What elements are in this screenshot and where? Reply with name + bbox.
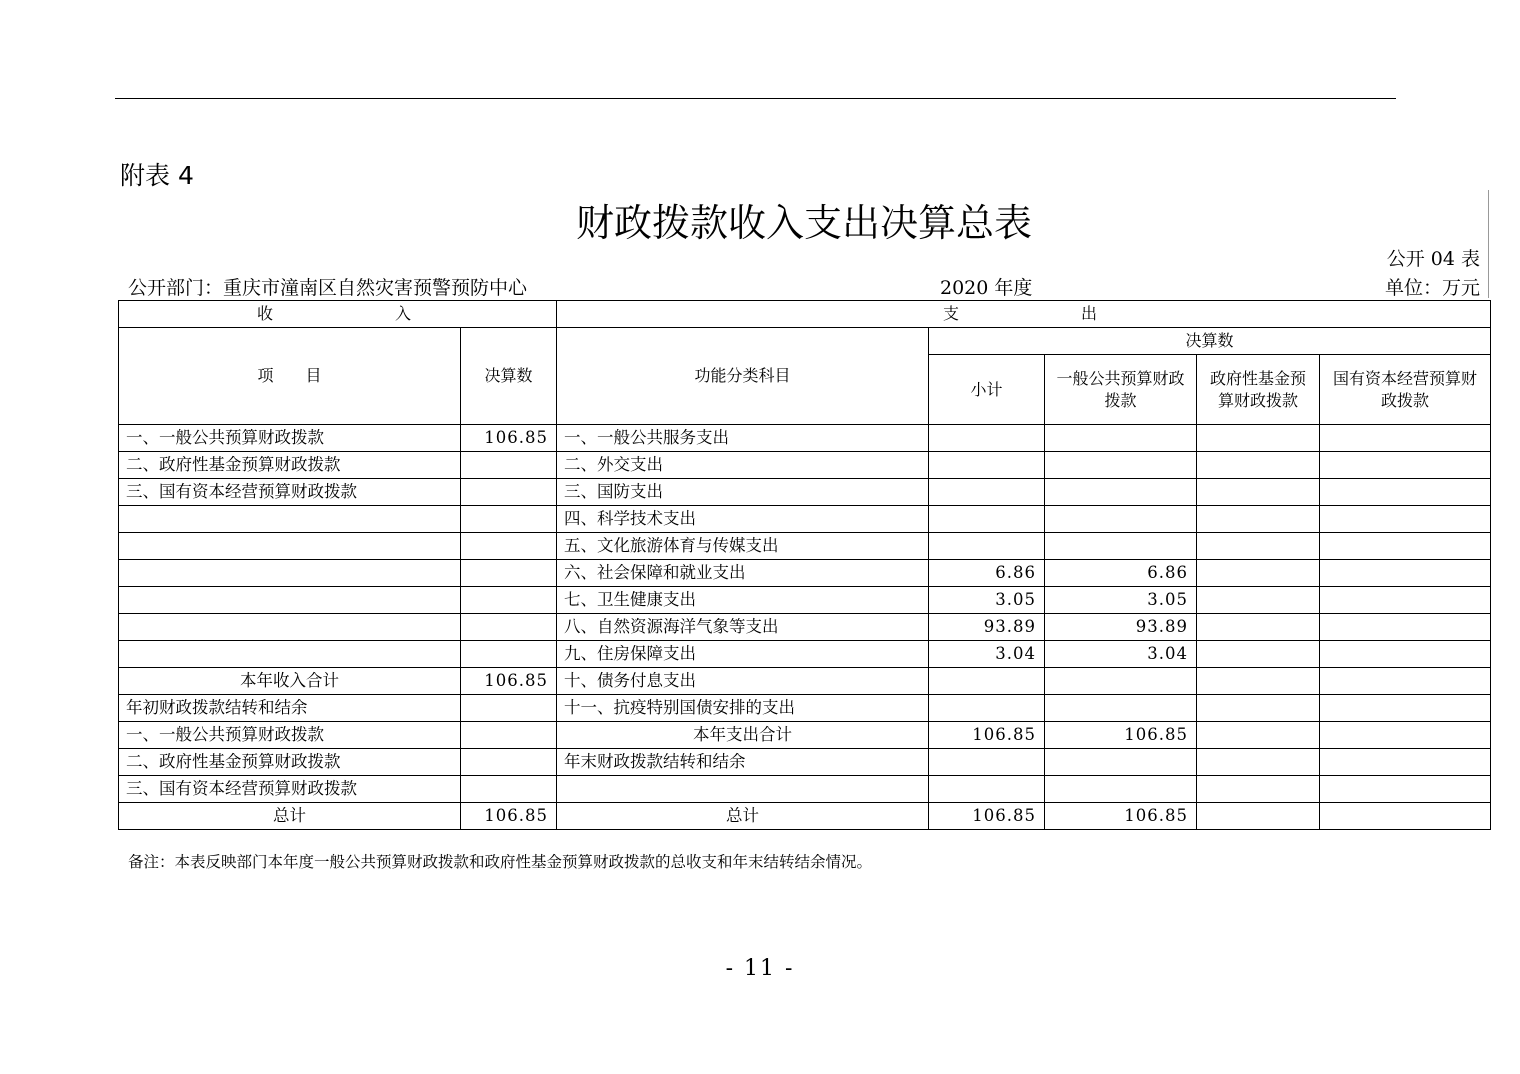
table-row xyxy=(119,506,1491,533)
gov-fund-cell xyxy=(1197,452,1320,479)
income-item-cell: 本年收入合计 xyxy=(119,668,461,695)
general-budget-cell: 93.89 xyxy=(1045,614,1197,641)
col-header-amount: 决算数 xyxy=(461,328,557,425)
expense-item-cell: 年末财政拨款结转和结余 xyxy=(557,749,929,776)
income-amount-cell xyxy=(461,614,557,641)
gov-fund-cell xyxy=(1197,560,1320,587)
subtotal-cell: 106.85 xyxy=(929,803,1045,830)
income-amount-cell: 106.85 xyxy=(461,803,557,830)
footnote: 备注：本表反映部门本年度一般公共预算财政拨款和政府性基金预算财政拨款的总收支和年末结转结余情况。 xyxy=(128,853,873,871)
budget-table xyxy=(118,300,1491,830)
table-row xyxy=(119,452,1491,479)
expense-item-cell: 三、国防支出 xyxy=(557,479,929,506)
subtotal-cell xyxy=(929,479,1045,506)
state-capital-cell xyxy=(1320,614,1491,641)
income-item-cell: 二、政府性基金预算财政拨款 xyxy=(119,749,461,776)
table-row xyxy=(119,776,1491,803)
table-row xyxy=(119,695,1491,722)
income-amount-cell xyxy=(461,560,557,587)
page-title: 财政拨款收入支出决算总表 xyxy=(575,201,1032,245)
general-budget-cell: 106.85 xyxy=(1045,803,1197,830)
state-capital-cell xyxy=(1320,641,1491,668)
unit-label: 单位：万元 xyxy=(1384,277,1480,299)
income-item-cell xyxy=(119,587,461,614)
table-row xyxy=(119,425,1491,452)
income-amount-cell xyxy=(461,587,557,614)
income-amount-cell xyxy=(461,749,557,776)
state-capital-cell xyxy=(1320,560,1491,587)
general-budget-cell xyxy=(1045,776,1197,803)
state-capital-cell xyxy=(1320,749,1491,776)
income-item-cell: 一、一般公共预算财政拨款 xyxy=(119,722,461,749)
page-number: - 11 - xyxy=(725,956,795,981)
income-amount-cell xyxy=(461,695,557,722)
state-capital-cell xyxy=(1320,452,1491,479)
income-amount-cell xyxy=(461,452,557,479)
general-budget-cell xyxy=(1045,533,1197,560)
state-capital-cell xyxy=(1320,695,1491,722)
general-budget-cell xyxy=(1045,695,1197,722)
income-amount-cell: 106.85 xyxy=(461,425,557,452)
gov-fund-cell xyxy=(1197,506,1320,533)
attachment-label: 附表 4 xyxy=(120,161,194,190)
gov-fund-cell xyxy=(1197,695,1320,722)
expense-item-cell: 九、住房保障支出 xyxy=(557,641,929,668)
gov-fund-cell xyxy=(1197,533,1320,560)
income-amount-cell xyxy=(461,533,557,560)
income-item-cell: 三、国有资本经营预算财政拨款 xyxy=(119,776,461,803)
table-row xyxy=(119,560,1491,587)
col-header-function: 功能分类科目 xyxy=(557,328,929,425)
state-capital-cell xyxy=(1320,668,1491,695)
general-budget-cell xyxy=(1045,506,1197,533)
expense-item-cell xyxy=(557,776,929,803)
gov-fund-cell xyxy=(1197,614,1320,641)
income-amount-cell xyxy=(461,722,557,749)
subtotal-cell xyxy=(929,749,1045,776)
margin-line xyxy=(1488,190,1489,298)
general-budget-cell xyxy=(1045,479,1197,506)
state-capital-cell xyxy=(1320,803,1491,830)
subtotal-cell xyxy=(929,506,1045,533)
general-budget-cell: 6.86 xyxy=(1045,560,1197,587)
gov-fund-cell xyxy=(1197,722,1320,749)
col-header-gov-fund: 政府性基金预算财政拨款 xyxy=(1197,355,1320,425)
department-label: 公开部门：重庆市潼南区自然灾害预警预防中心 xyxy=(128,277,528,299)
state-capital-cell xyxy=(1320,722,1491,749)
subtotal-cell xyxy=(929,533,1045,560)
state-capital-cell xyxy=(1320,776,1491,803)
subtotal-cell: 106.85 xyxy=(929,722,1045,749)
subtotal-cell xyxy=(929,776,1045,803)
state-capital-cell xyxy=(1320,425,1491,452)
income-amount-cell: 106.85 xyxy=(461,668,557,695)
income-item-cell: 三、国有资本经营预算财政拨款 xyxy=(119,479,461,506)
subtotal-cell: 3.04 xyxy=(929,641,1045,668)
subtotal-cell: 3.05 xyxy=(929,587,1045,614)
income-item-cell xyxy=(119,560,461,587)
general-budget-cell xyxy=(1045,452,1197,479)
income-item-cell xyxy=(119,533,461,560)
income-item-cell: 年初财政拨款结转和结余 xyxy=(119,695,461,722)
income-amount-cell xyxy=(461,776,557,803)
table-row xyxy=(119,641,1491,668)
gov-fund-cell xyxy=(1197,479,1320,506)
col-header-subtotal: 小计 xyxy=(929,355,1045,425)
gov-fund-cell xyxy=(1197,803,1320,830)
col-header-item: 项 目 xyxy=(119,328,461,425)
general-budget-cell: 3.05 xyxy=(1045,587,1197,614)
gov-fund-cell xyxy=(1197,668,1320,695)
expense-item-cell: 一、一般公共服务支出 xyxy=(557,425,929,452)
subtotal-cell xyxy=(929,425,1045,452)
col-header-state-capital: 国有资本经营预算财政拨款 xyxy=(1320,355,1491,425)
general-budget-cell: 3.04 xyxy=(1045,641,1197,668)
income-item-cell: 总计 xyxy=(119,803,461,830)
expense-item-cell: 四、科学技术支出 xyxy=(557,506,929,533)
table-row xyxy=(119,533,1491,560)
state-capital-cell xyxy=(1320,506,1491,533)
income-item-cell xyxy=(119,614,461,641)
table-row xyxy=(119,749,1491,776)
subtotal-cell: 93.89 xyxy=(929,614,1045,641)
gov-fund-cell xyxy=(1197,641,1320,668)
table-row xyxy=(119,803,1491,830)
income-section-header: 收 入 xyxy=(119,301,557,328)
state-capital-cell xyxy=(1320,479,1491,506)
expense-item-cell: 十、债务付息支出 xyxy=(557,668,929,695)
table-row xyxy=(119,722,1491,749)
expense-item-cell: 本年支出合计 xyxy=(557,722,929,749)
subtotal-cell xyxy=(929,668,1045,695)
col-header-final-group: 决算数 xyxy=(929,328,1491,355)
fiscal-year: 2020 年度 xyxy=(940,277,1033,299)
table-row xyxy=(119,614,1491,641)
income-amount-cell xyxy=(461,479,557,506)
gov-fund-cell xyxy=(1197,587,1320,614)
table-row xyxy=(119,479,1491,506)
income-item-cell xyxy=(119,506,461,533)
subtotal-cell xyxy=(929,695,1045,722)
general-budget-cell: 106.85 xyxy=(1045,722,1197,749)
income-amount-cell xyxy=(461,641,557,668)
income-item-cell: 二、政府性基金预算财政拨款 xyxy=(119,452,461,479)
state-capital-cell xyxy=(1320,533,1491,560)
col-header-general-budget: 一般公共预算财政拨款 xyxy=(1045,355,1197,425)
expense-item-cell: 十一、抗疫特别国债安排的支出 xyxy=(557,695,929,722)
expense-item-cell: 六、社会保障和就业支出 xyxy=(557,560,929,587)
expense-item-cell: 七、卫生健康支出 xyxy=(557,587,929,614)
table-row xyxy=(119,668,1491,695)
income-item-cell xyxy=(119,641,461,668)
subtotal-cell xyxy=(929,452,1045,479)
expense-item-cell: 八、自然资源海洋气象等支出 xyxy=(557,614,929,641)
gov-fund-cell xyxy=(1197,749,1320,776)
state-capital-cell xyxy=(1320,587,1491,614)
expense-section-header: 支 出 xyxy=(557,301,1491,328)
income-amount-cell xyxy=(461,506,557,533)
income-item-cell: 一、一般公共预算财政拨款 xyxy=(119,425,461,452)
table-number: 公开 04 表 xyxy=(1386,248,1480,270)
subtotal-cell: 6.86 xyxy=(929,560,1045,587)
gov-fund-cell xyxy=(1197,425,1320,452)
expense-item-cell: 总计 xyxy=(557,803,929,830)
general-budget-cell xyxy=(1045,668,1197,695)
general-budget-cell xyxy=(1045,425,1197,452)
table-row xyxy=(119,587,1491,614)
gov-fund-cell xyxy=(1197,776,1320,803)
expense-item-cell: 五、文化旅游体育与传媒支出 xyxy=(557,533,929,560)
general-budget-cell xyxy=(1045,749,1197,776)
expense-item-cell: 二、外交支出 xyxy=(557,452,929,479)
header-rule xyxy=(115,98,1396,99)
